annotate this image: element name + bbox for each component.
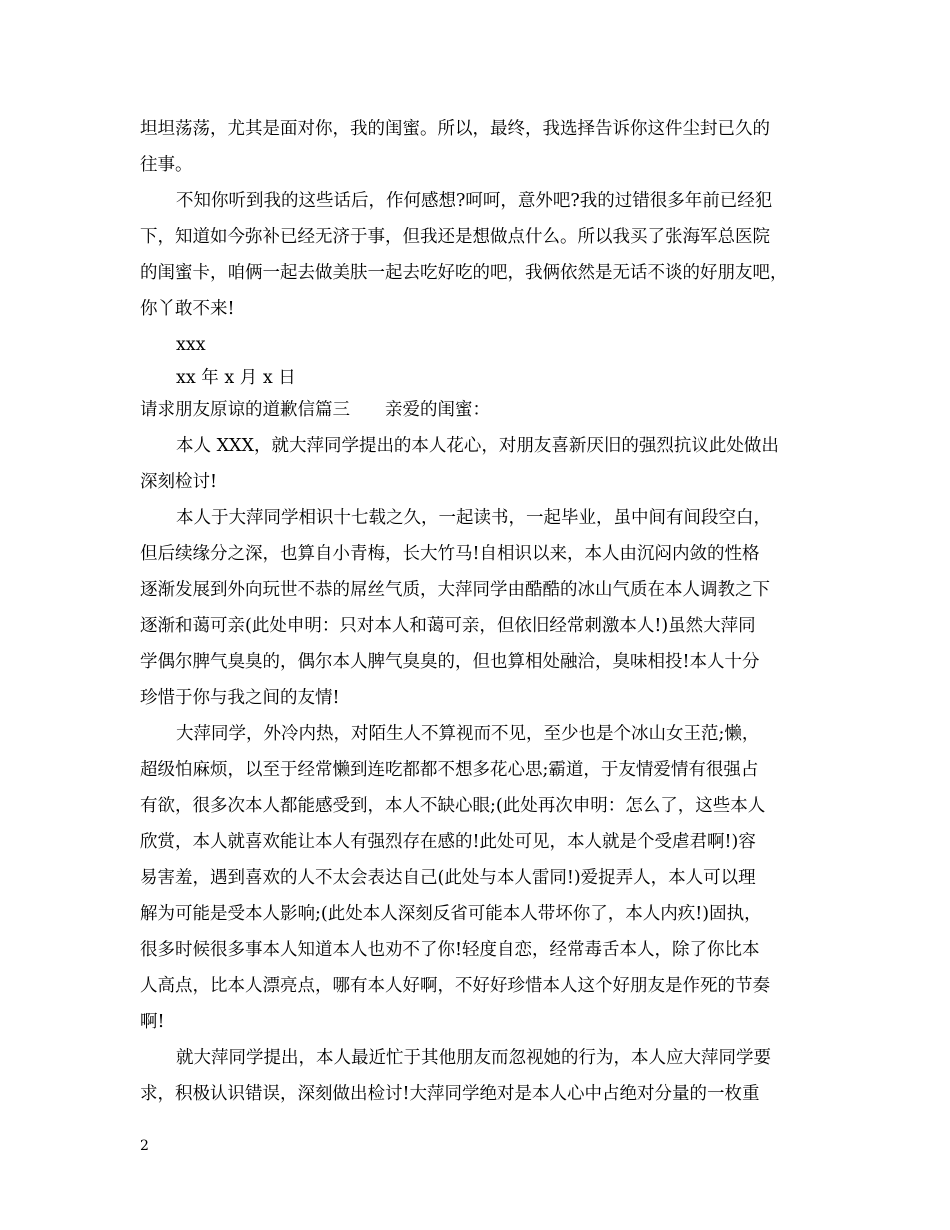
body-line: 逐渐发展到外向玩世不恭的屌丝气质，大萍同学由酷酷的冰山气质在本人调教之下 [140, 580, 770, 600]
page-number: 2 [140, 1138, 149, 1154]
body-line: 啊! [140, 1012, 165, 1032]
body-line: 有欲，很多次本人都能感受到，本人不缺心眼;(此处再次申明：怎么了，这些本人 [140, 796, 766, 816]
body-line: 逐渐和蔼可亲(此处申明：只对本人和蔼可亲，但依旧经常刺激本人!)虽然大萍同 [140, 616, 756, 636]
body-line: 本人 XXX，就大萍同学提出的本人花心，对朋友喜新厌旧的强烈抗议此处做出 [176, 436, 779, 456]
body-line: 往事。 [140, 155, 193, 175]
body-line: 下，知道如今弥补已经无济于事，但我还是想做点什么。所以我买了张海军总医院 [140, 227, 770, 247]
body-line: 珍惜于你与我之间的友情! [140, 688, 340, 708]
body-line: 人高点，比本人漂亮点，哪有本人好啊，不好好珍惜本人这个好朋友是作死的节奏 [140, 976, 770, 996]
body-line: 易害羞，遇到喜欢的人不太会表达自己(此处与本人雷同!)爱捉弄人，本人可以理 [140, 868, 756, 888]
body-line: 本人于大萍同学相识十七载之久，一起读书，一起毕业，虽中间有间段空白， [176, 508, 771, 528]
signature-date: xx 年 x 月 x 日 [176, 368, 296, 388]
signature-name: xxx [176, 335, 206, 355]
body-line: 求，积极认识错误，深刻做出检讨!大萍同学绝对是本人心中占绝对分量的一枚重 [140, 1084, 760, 1104]
body-line: 你丫敢不来! [140, 299, 235, 319]
body-line: 但后续缘分之深，也算自小青梅，长大竹马!自相识以来，本人由沉闷内敛的性格 [140, 544, 760, 564]
body-line: 很多时候很多事本人知道本人也劝不了你!轻度自恋，经常毒舌本人，除了你比本 [140, 940, 760, 960]
body-line: 不知你听到我的这些话后，作何感想?呵呵，意外吧?我的过错很多年前已经犯 [176, 191, 773, 211]
body-line: 大萍同学，外冷内热，对陌生人不算视而不见，至少也是个冰山女王范;懒， [176, 724, 760, 744]
section-heading: 请求朋友原谅的道歉信篇三 亲爱的闺蜜： [140, 400, 490, 420]
body-line: 超级怕麻烦，以至于经常懒到连吃都都不想多花心思;霸道，于友情爱情有很强占 [140, 760, 759, 780]
body-line: 欣赏，本人就喜欢能让本人有强烈存在感的!此处可见，本人就是个受虐君啊!)容 [140, 832, 756, 852]
body-line: 的闺蜜卡，咱俩一起去做美肤一起去吃好吃的吧，我俩依然是无话不谈的好朋友吧， [140, 263, 788, 283]
body-line: 学偶尔脾气臭臭的，偶尔本人脾气臭臭的，但也算相处融洽，臭味相投!本人十分 [140, 652, 760, 672]
body-line: 就大萍同学提出，本人最近忙于其他朋友而忽视她的行为，本人应大萍同学要 [176, 1048, 771, 1068]
body-line: 深刻检讨! [140, 472, 218, 492]
body-line: 解为可能是受本人影响;(此处本人深刻反省可能本人带坏你了，本人内疚!)固执， [140, 904, 762, 924]
body-line: 坦坦荡荡，尤其是面对你，我的闺蜜。所以，最终，我选择告诉你这件尘封已久的 [140, 119, 770, 139]
